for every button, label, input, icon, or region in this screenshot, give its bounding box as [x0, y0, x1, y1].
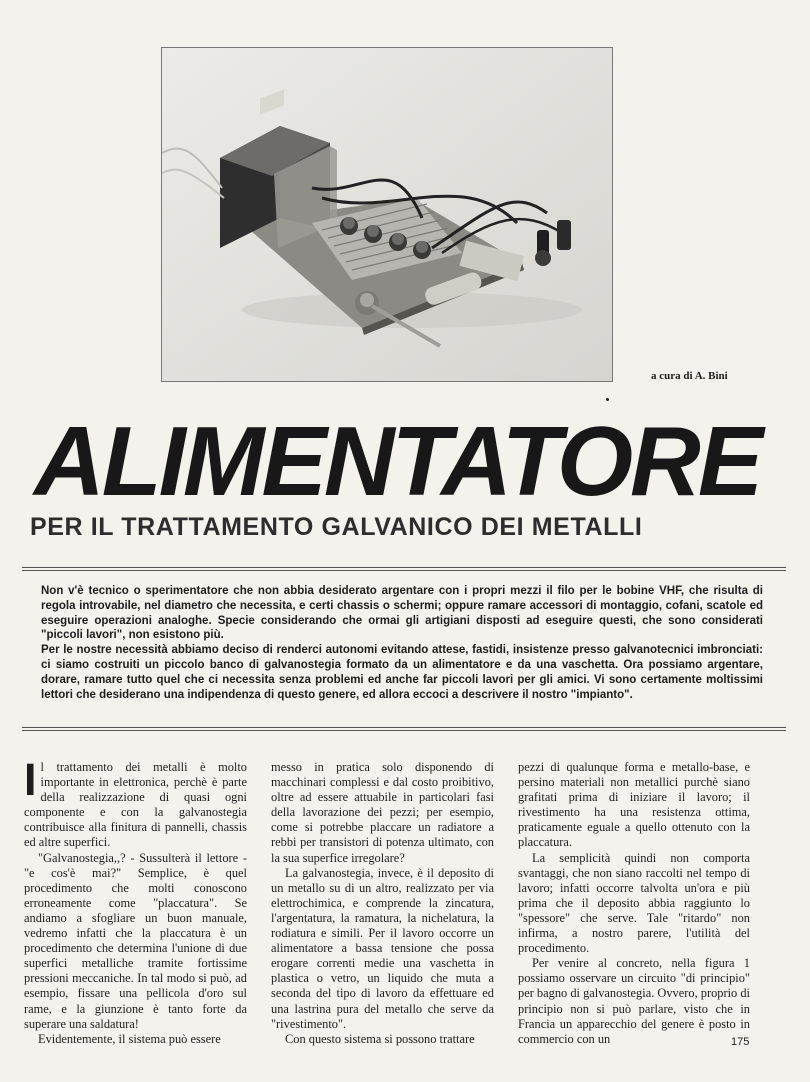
body-paragraph: Evidentemente, il sistema può essere: [38, 1031, 221, 1046]
bottom-divider: [22, 727, 786, 728]
page-title: ALIMENTATORE: [34, 406, 761, 516]
body-paragraph: La galvanostegia, invece, è il deposito di un metallo su di un altro, realizzato per via elettrochimica, e comprende la zincatura, l'argentatura, la ramatura, la nichelatura, la rodiatura e simili. Per il lavoro occorre un alimentatore a bassa tensione che possa erogare correnti medie una vaschetta in plastica o vetro, un liquido che muta a seconda del tipo di lavoro da effettuare ed una lastrina pura del metallo che serve da "rivestimento".: [271, 865, 494, 1031]
text-column-1: [24, 754, 247, 1047]
decorative-dot: [606, 398, 609, 401]
text-column-3: [518, 760, 750, 1047]
body-paragraph: Con questo sistema si possono trattare: [285, 1031, 475, 1046]
body-paragraph: Il trattamento dei metalli è molto importante in elettronica, perchè è parte della realizzazione di quasi ogni componente e con la galvanostegia contribuisce alla finitura di pannelli, chassis ed altre superfici.: [24, 754, 247, 850]
author-credit: a cura di A. Bini: [651, 370, 728, 382]
top-divider-inner: [22, 570, 786, 571]
power-supply-image: [162, 48, 612, 381]
bottom-divider-inner: [22, 730, 786, 731]
body-paragraph: pezzi di qualunque forma e metallo-base, e persino materiali non metallici purchè siano grafitati prima di iniziare il lavoro; il rivestimento ha una resistenza ottima, praticamente eguale a quello ottenuto con la placcatura.: [518, 760, 750, 850]
page-number: 175: [731, 1036, 750, 1048]
top-divider: [22, 567, 786, 568]
body-paragraph: La semplicità quindi non comporta svantaggi, che non siano raccolti nel tempo di lavoro; infatti occorre talvolta un'ora e più prima che il deposito abbia raggiunto lo "spessore" che serve. Tale "ritardo" non infirma, a nostro parere, l'utilità del procedimento.: [518, 850, 750, 956]
body-paragraph: messo in pratica solo disponendo di macchinari complessi e dal costo proibitivo, oltre ad essere attuabile in particolari fasi della lavorazione dei pezzi; per esempio, come si potrebbe placcare un radiatore a rebbi per transistori di potenza ultimato, con la sua superfice irregolare?: [271, 760, 494, 865]
drop-cap: I: [24, 754, 37, 805]
body-paragraph: "Galvanostegia,,? - Sussulterà il lettore - "e cos'è mai?" Semplice, è quel procedimento che molti conoscono erroneamente come "placcatura". Se andiamo a sfogliare un buon manuale, vedremo infatti che la placcatura è un procedimento che determina l'unione di due superfici metalliche tramite fortissime pressioni meccaniche. In tal modo si può, ad esempio, fissare una pellicola d'oro sul rame, e la giunzione è tanto forte da superare una saldatura!: [24, 850, 247, 1031]
device-photo: [161, 47, 613, 382]
page-subtitle: PER IL TRATTAMENTO GALVANICO DEI METALLI: [30, 513, 643, 541]
body-paragraph: Per venire al concreto, nella figura 1 possiamo osservare un circuito "di principio" per bagno di galvanostegia. Ovvero, proprio di principio non si può parlare, visto che in Francia un apparecchio del genere è posto in commercio con un: [518, 956, 750, 1046]
intro-paragraph: Non v'è tecnico o sperimentatore che non abbia desiderato argentare con i propri mezzi il filo per le bobine VHF, che risulta di regola introvabile, nel diametro che necessita, e certi chassis o schermi; oppure ramare accessori di montaggio, cofani, scatole ed eseguire operazioni analoghe. Specie considerando che ormai gli artigiani disposti ad eseguire questi, che sono considerati "piccoli lavori", non esistono più.: [41, 585, 763, 642]
intro-block: [41, 584, 763, 702]
text-column-2: [271, 760, 494, 1047]
intro-paragraph: Per le nostre necessità abbiamo deciso di renderci autonomi evitando attese, fastidi, insistenze presso galvanotecnici imbronciati: ci siamo costruiti un piccolo banco di galvanostegia formato da un alimentatore e da una vaschetta. Ora possiamo argentare, dorare, ramare tutto quel che ci necessita senza problemi ed anche far piccoli lavori per gli amici. Vi sono certamente moltissimi lettori che desiderano una indipendenza di questo genere, ed allora eccoci a descrivere il nostro "impianto".: [41, 644, 763, 701]
